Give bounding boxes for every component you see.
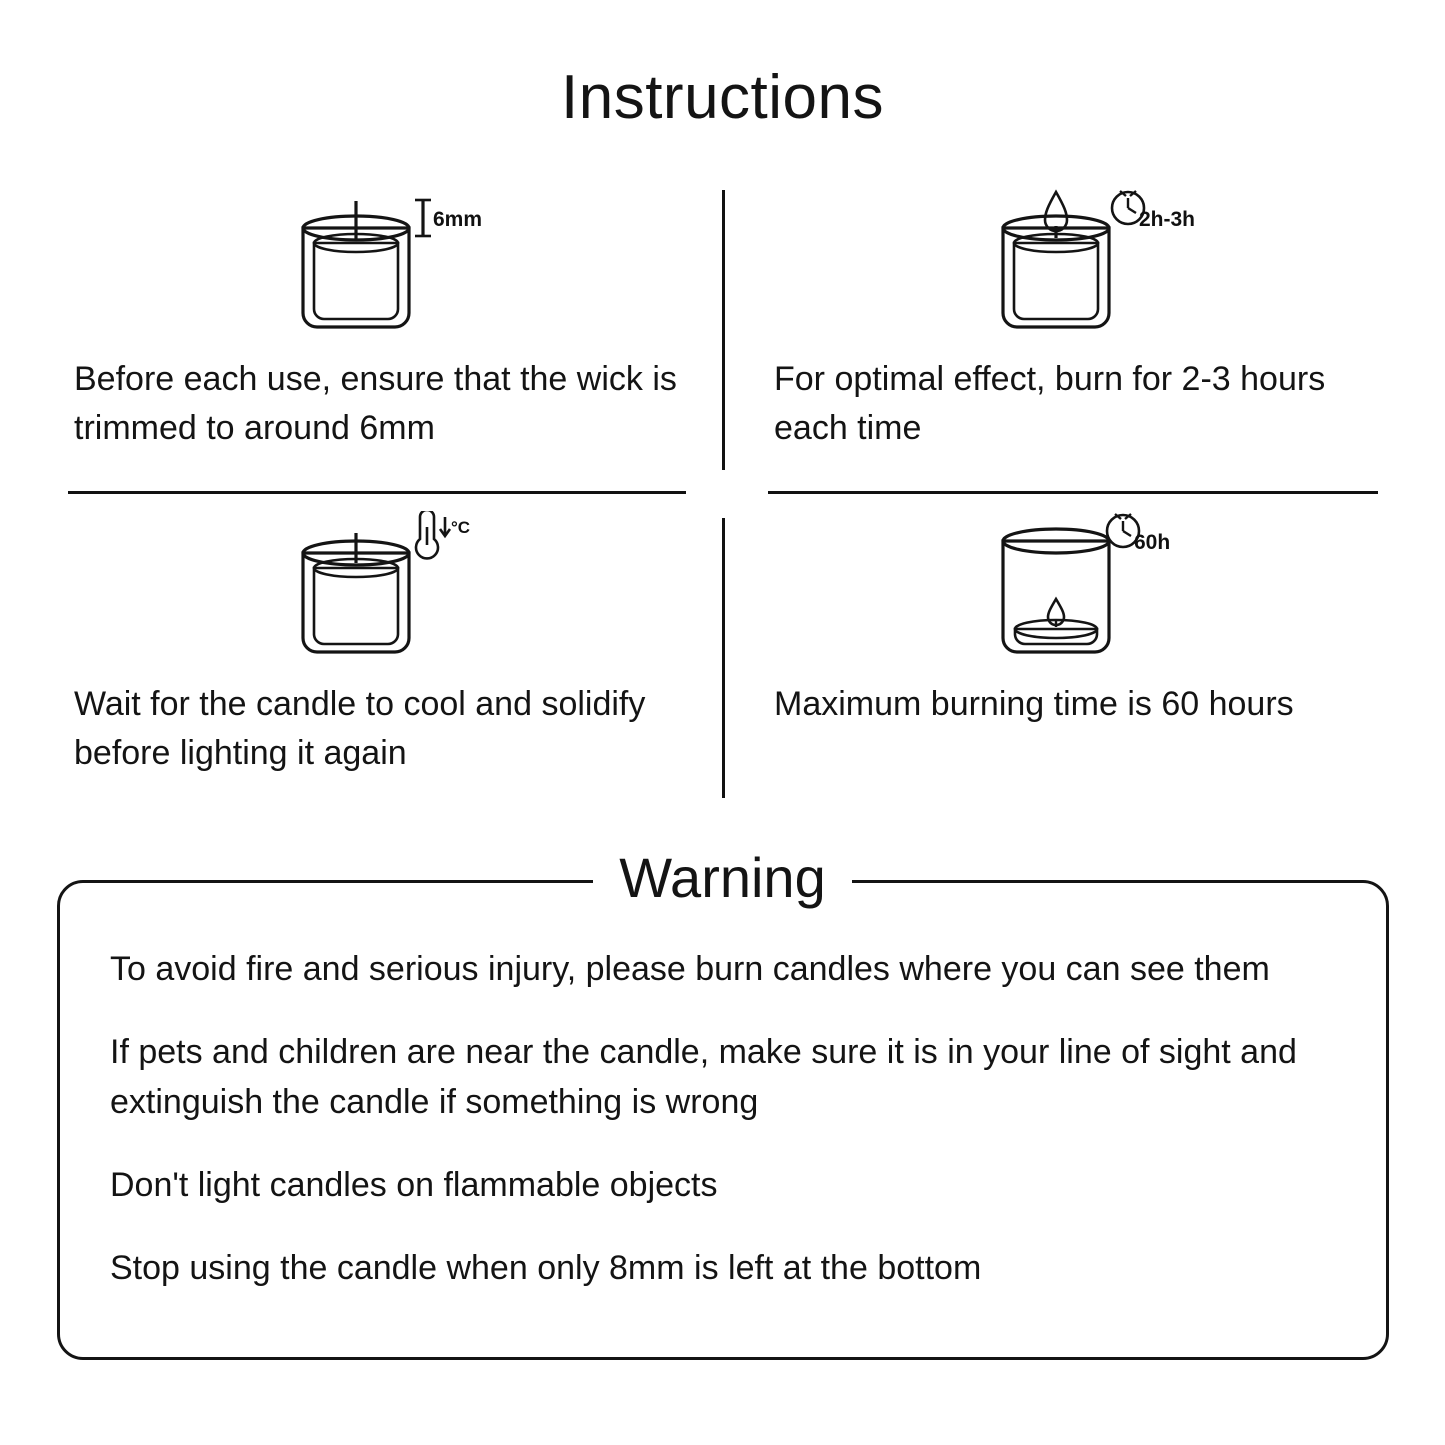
warning-title (0, 845, 1445, 910)
horizontal-divider-left (68, 491, 686, 494)
instruction-item-max-burn (768, 505, 1408, 729)
warning-item: Don't light candles on flammable objects (110, 1165, 718, 1204)
svg-text:2h-3h: 2h-3h (1139, 208, 1196, 231)
candle-wick-trim-icon (68, 180, 708, 355)
instruction-text: Before each use, ensure that the wick is trimmed to around 6mm (74, 360, 677, 448)
candle-low-wax-timer-icon (768, 505, 1408, 680)
vertical-divider-bottom (722, 518, 725, 798)
instructions-grid (68, 180, 1378, 810)
candle-lit-timer-icon (768, 180, 1408, 355)
warning-item: To avoid fire and serious injury, please burn candles where you can see them (110, 950, 1270, 988)
horizontal-divider-right (768, 491, 1378, 494)
warning-title-label: Warning (593, 846, 851, 910)
instruction-text: For optimal effect, burn for 2-3 hours each time (774, 360, 1326, 448)
instruction-item-trim-wick (68, 180, 708, 454)
svg-text:°C: °C (451, 518, 471, 537)
vertical-divider-top (722, 190, 725, 470)
instruction-text: Wait for the candle to cool and solidify before lighting it again (74, 685, 646, 773)
instruction-item-burn-time (768, 180, 1408, 454)
warning-item: Stop using the candle when only 8mm is left at the bottom (110, 1249, 982, 1288)
candle-cooling-thermometer-icon (68, 505, 708, 680)
svg-text:6mm: 6mm (433, 208, 483, 231)
warning-item: If pets and children are near the candle, make sure it is in your line of sight and extinguish the candle if something is wrong (110, 1033, 1297, 1121)
instruction-text: Maximum burning time is 60 hours (774, 685, 1294, 723)
warning-list (110, 945, 1350, 1327)
instruction-item-cool-down (68, 505, 708, 779)
page-title: Instructions (560, 63, 885, 132)
svg-text:60h: 60h (1134, 531, 1171, 554)
